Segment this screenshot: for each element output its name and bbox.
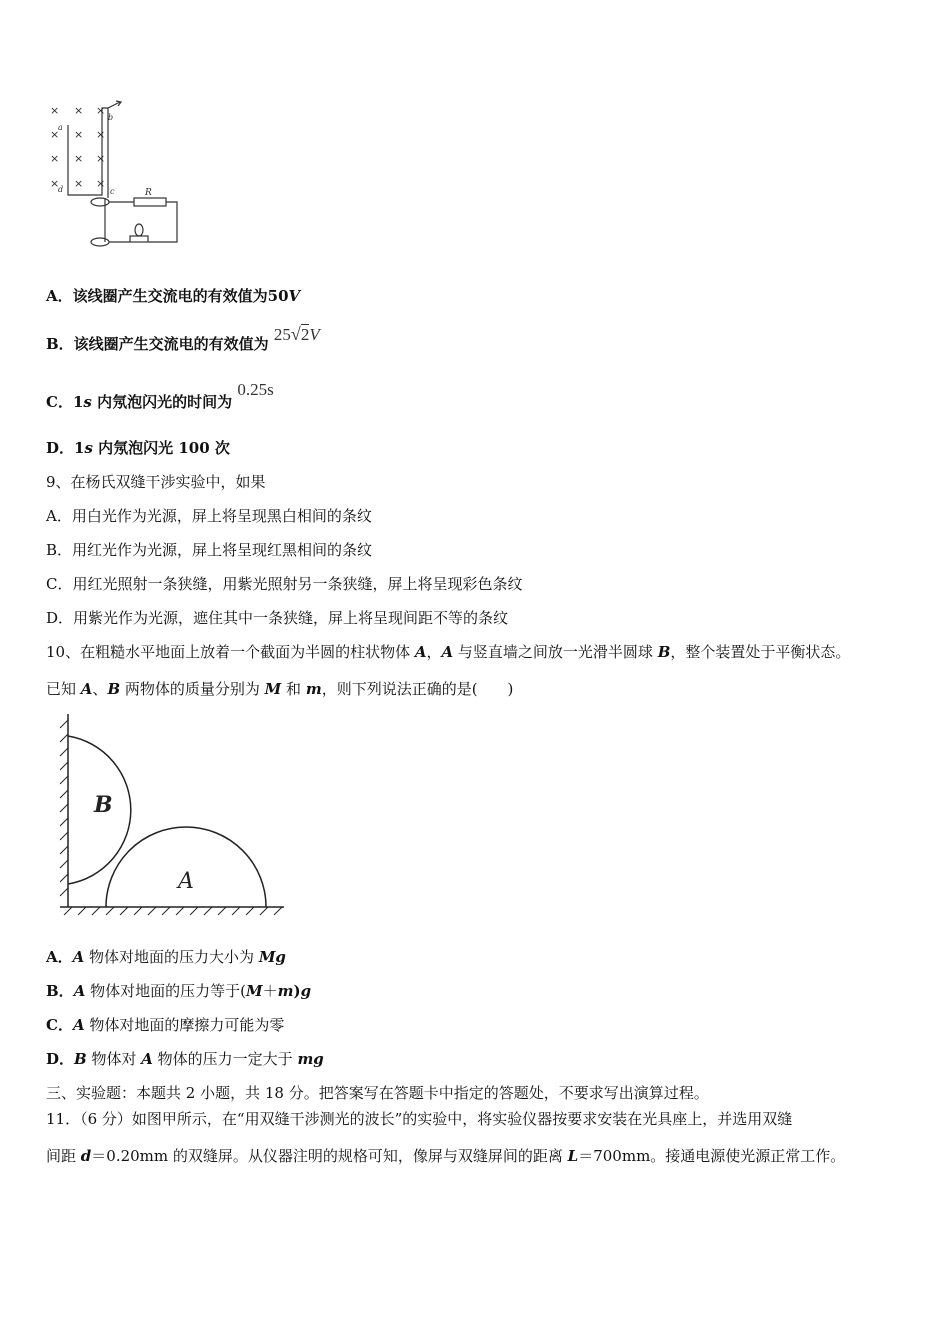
svg-text:×: × xyxy=(50,104,60,117)
svg-text:×: × xyxy=(50,128,60,141)
q9-option-a: A．用白光作为光源，屏上将呈现黑白相间的条纹 xyxy=(46,507,372,525)
q10-option-c: C．A 物体对地面的摩擦力可能为零 xyxy=(46,1016,285,1034)
q9-stem: 9、在杨氏双缝干涉实验中，如果 xyxy=(46,473,266,491)
svg-text:B: B xyxy=(94,792,113,818)
q10-stem-line2: 已知 A、B 两物体的质量分别为 M 和 m，则下列说法正确的是( ) xyxy=(46,680,514,698)
svg-text:×: × xyxy=(74,177,84,190)
q9-option-c: C．用红光照射一条狭缝，用紫光照射另一条狭缝，屏上将呈现彩色条纹 xyxy=(46,575,523,593)
section-3-heading: 三、实验题：本题共 2 小题，共 18 分。把答案写在答题卡中指定的答题处，不要求写出演算过程。 xyxy=(46,1084,709,1102)
q9-option-b: B．用红光作为光源，屏上将呈现红黑相间的条纹 xyxy=(46,541,373,559)
coil-circuit-figure xyxy=(44,100,184,248)
svg-text:×: × xyxy=(50,152,60,165)
svg-text:×: × xyxy=(96,152,106,165)
q10-stem-line1: 10、在粗糙水平地面上放着一个截面为半圆的柱状物体 A，A 与竖直墙之间放一光滑半圆球 B，整个装置处于平衡状态。 xyxy=(46,643,851,661)
svg-text:×: × xyxy=(74,128,84,141)
formula-0-25s: 0.25s xyxy=(237,380,274,399)
q11-stem-line2: 间距 d＝0.20mm 的双缝屏。从仪器注明的规格可知，像屏与双缝屏间的距离 L＝700mm。接通电源使光源正常工作。 xyxy=(46,1147,846,1165)
svg-text:×: × xyxy=(96,177,106,190)
wall-hatching xyxy=(60,720,68,896)
q10-option-d: D．B 物体对 A 物体的压力一定大于 mg xyxy=(46,1050,324,1068)
svg-text:×: × xyxy=(96,128,106,141)
q8-option-d: D．1s 内氖泡闪光 100 次 xyxy=(46,439,230,457)
q11-stem-line1: 11．（6 分）如图甲所示，在“用双缝干涉测光的波长”的实验中，将实验仪器按要求安装在光具座上，并选用双缝 xyxy=(46,1110,793,1128)
resistor-R xyxy=(134,198,166,206)
hemisphere-wall-figure xyxy=(44,710,294,925)
svg-text:A: A xyxy=(178,869,194,894)
formula-25-sqrt2-v: 25√2V xyxy=(273,324,320,344)
svg-text:×: × xyxy=(74,104,84,117)
magnetic-field-crosses xyxy=(50,104,105,190)
svg-text:b: b xyxy=(108,113,114,122)
svg-text:R: R xyxy=(145,188,152,198)
hemisphere-A-outline xyxy=(106,827,266,907)
q10-option-b: B．A 物体对地面的压力等于(M＋m)g xyxy=(46,982,312,1000)
q8-option-a: A．该线圈产生交流电的有效值为50V xyxy=(46,287,301,305)
ground-hatching xyxy=(64,907,282,915)
slip-ring-top xyxy=(91,198,109,206)
svg-text:×: × xyxy=(96,104,106,117)
svg-text:c: c xyxy=(110,187,115,196)
q8-option-c: C．1s 内氖泡闪光的时间为 0.25s xyxy=(46,380,274,411)
q8-option-b: B．该线圈产生交流电的有效值为 25√2V xyxy=(46,324,320,353)
neon-lamp xyxy=(135,224,143,236)
q9-option-d: D．用紫光作为光源，遮住其中一条狭缝，屏上将呈现间距不等的条纹 xyxy=(46,609,509,627)
slip-ring-bottom xyxy=(91,238,109,246)
svg-text:×: × xyxy=(74,152,84,165)
svg-text:d: d xyxy=(58,185,64,194)
svg-text:×: × xyxy=(50,177,60,190)
svg-text:a: a xyxy=(58,123,63,132)
q10-option-a: A．A 物体对地面的压力大小为 Mg xyxy=(46,948,286,966)
